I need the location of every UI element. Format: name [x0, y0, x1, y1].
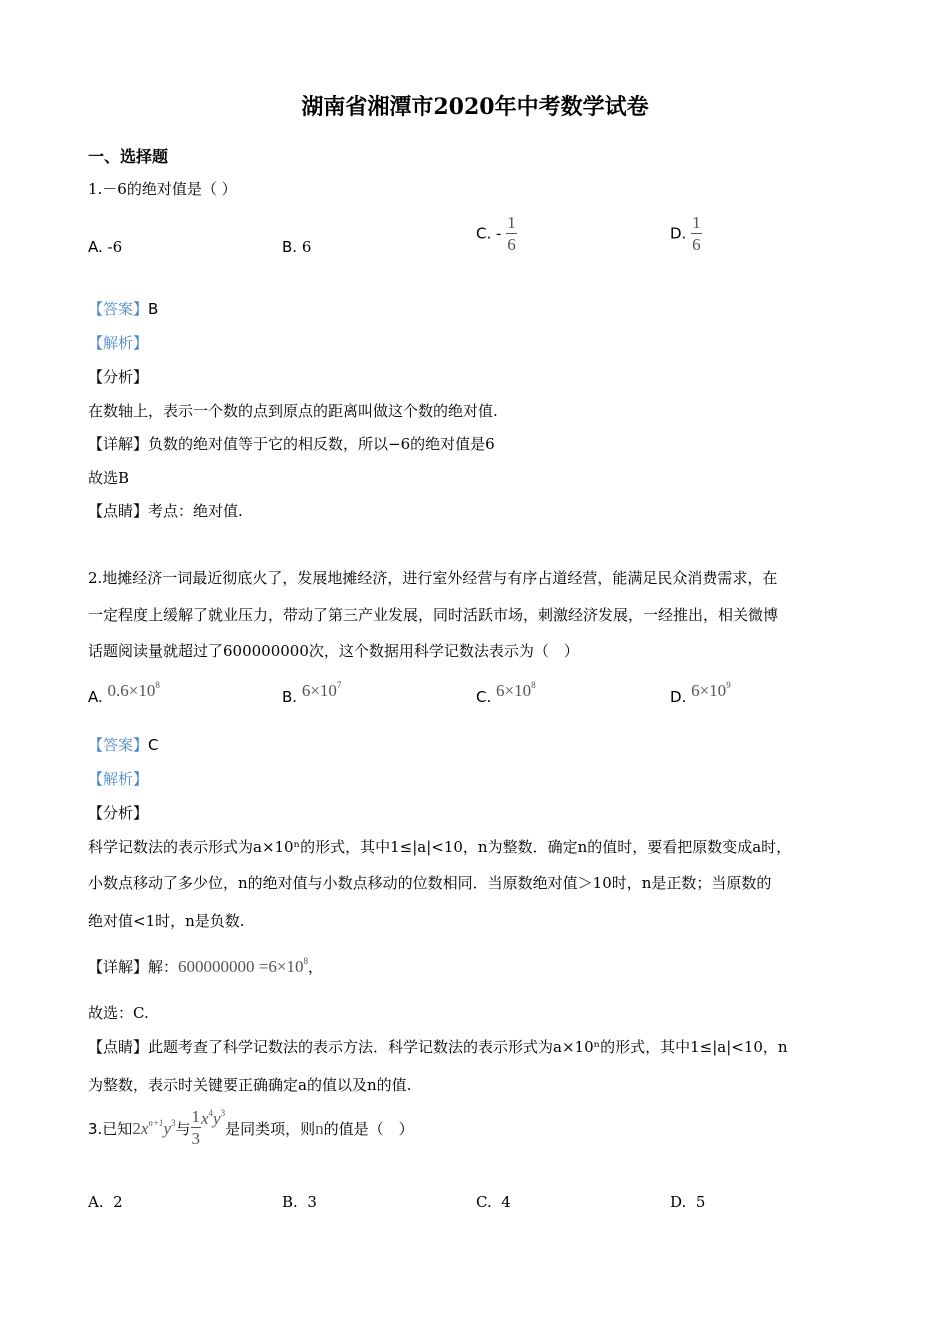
math-exponent: n+1 — [148, 1118, 164, 1128]
fraction-numerator: 1 — [191, 1107, 200, 1126]
fraction-denominator: 6 — [692, 235, 701, 254]
answer-value: C — [148, 736, 159, 754]
dianjing-text: 考点：绝对值. — [148, 502, 243, 520]
math-base: 600000000 =6×10 — [178, 957, 304, 976]
answer-tag: 【答案】 — [88, 300, 149, 318]
q2-xiangjie — [88, 956, 323, 977]
math-exponent: 8 — [303, 956, 308, 966]
math-base: 6×10 — [496, 681, 532, 700]
option-value: 5 — [695, 1193, 706, 1211]
option-math — [302, 681, 342, 700]
q2-option-d — [670, 680, 731, 706]
dianjing-tag: 【点睛】 — [88, 502, 149, 520]
answer-value: B — [148, 300, 159, 318]
q2-fenxi-tag: 【分析】 — [88, 804, 149, 822]
q3-option-b — [282, 1193, 317, 1211]
fraction — [191, 1108, 202, 1147]
q3-term-1 — [132, 1119, 175, 1138]
q3-option-a — [88, 1193, 123, 1211]
q1-option-b — [282, 238, 311, 256]
q2-dianjing-line-1 — [88, 1036, 788, 1057]
q1-dianjing — [88, 500, 243, 521]
fraction-denominator: 6 — [507, 235, 516, 254]
math-variable: x — [140, 1119, 149, 1138]
math-exponent: 7 — [336, 680, 342, 690]
dianjing-tag: 【点睛】 — [88, 1038, 149, 1056]
xiangjie-tag: 【详解】 — [88, 958, 149, 976]
q1-xiangjie — [88, 433, 495, 454]
math-variable: x — [201, 1109, 209, 1128]
math-base: 0.6×10 — [107, 681, 156, 700]
q3-option-d — [670, 1193, 705, 1211]
answer-tag: 【答案】 — [88, 736, 149, 754]
q2-stem-line-1: 2.地摊经济一词最近彻底火了，发展地摊经济，进行室外经营与有序占道经营，能满足民众消费需求，在 — [88, 569, 778, 587]
q2-dianjing-line-2: 为整数，表示时关键要正确确定a的值以及n的值. — [88, 1076, 412, 1094]
q1-option-d — [670, 214, 702, 253]
q3-stem-end: 的值是（ ） — [323, 1120, 414, 1138]
q1-fenxi-text: 在数轴上，表示一个数的点到原点的距离叫做这个数的绝对值. — [88, 402, 498, 420]
math-exponent: 3 — [220, 1108, 226, 1118]
option-letter: A. — [88, 1193, 104, 1211]
q2-fenxi-line-1: 科学记数法的表示形式为a×10ⁿ的形式，其中1≤|a|<10，n为整数．确定n的值时，要看把原数变成a时， — [88, 838, 792, 856]
q1-fenxi-tag: 【分析】 — [88, 368, 149, 386]
q3-option-c — [476, 1193, 511, 1211]
option-letter: B. — [282, 1193, 298, 1211]
q3-stem-post: 是同类项，则 — [225, 1120, 316, 1138]
q3-stem-prefix: 3.已知 — [88, 1120, 133, 1138]
fraction-numerator: 1 — [507, 213, 516, 232]
option-letter: D. — [670, 688, 692, 706]
option-letter: D. — [670, 224, 692, 243]
option-math — [691, 681, 731, 700]
fraction-numerator: 1 — [692, 213, 701, 232]
option-letter: B. — [282, 688, 302, 706]
q2-answer — [88, 734, 159, 755]
xiangjie-text: 负数的绝对值等于它的相反数，所以−6的绝对值是6 — [148, 435, 495, 453]
q2-option-b — [282, 680, 342, 706]
q3-variable-n: n — [315, 1119, 324, 1138]
page-title: 湖南省湘潭市2020年中考数学试卷 — [301, 94, 649, 120]
q2-fenxi-line-2: 小数点移动了多少位，n的绝对值与小数点移动的位数相同．当原数绝对值＞10时，n是正数；当原数的 — [88, 874, 772, 892]
math-exponent: 8 — [155, 680, 160, 690]
xiangjie-math — [178, 957, 308, 976]
q1-jiexi-tag: 【解析】 — [88, 334, 149, 352]
option-letter: C. — [476, 688, 497, 706]
q1-answer — [88, 298, 158, 319]
option-letter: D. — [670, 1193, 687, 1211]
q3-stem — [88, 1108, 414, 1156]
q1-stem: 1.－6的绝对值是（ ） — [88, 180, 237, 198]
q1-option-c — [476, 214, 517, 253]
option-math — [496, 681, 536, 700]
math-exponent: 9 — [726, 680, 731, 690]
section-heading: 一、选择题 — [88, 147, 169, 166]
math-coefficient: 2 — [132, 1119, 141, 1138]
option-letter: B. — [282, 238, 302, 256]
option-value: 3 — [307, 1193, 317, 1211]
option-value: -6 — [107, 238, 123, 256]
q2-option-c — [476, 680, 536, 706]
option-math — [108, 681, 160, 700]
math-exponent: 8 — [531, 680, 536, 690]
fraction — [691, 214, 702, 253]
q2-stem-line-2: 一定程度上缓解了就业压力，带动了第三产业发展，同时活跃市场，刺激经济发展，一经推出，相关微博 — [88, 606, 779, 624]
math-base: 6×10 — [691, 681, 727, 700]
q1-option-a — [88, 238, 122, 256]
xiangjie-suffix: ， — [307, 958, 323, 976]
option-letter: A. — [88, 688, 108, 706]
math-variable: y — [213, 1109, 221, 1128]
option-letter: A. — [88, 238, 108, 256]
xiangjie-tag: 【详解】 — [88, 435, 149, 453]
option-value: 2 — [113, 1193, 123, 1211]
q2-fenxi-line-3: 绝对值<1时，n是负数. — [88, 912, 245, 930]
q1-guxuan: 故选B — [88, 469, 130, 487]
xiangjie-prefix: 解： — [148, 958, 179, 976]
math-exponent: 4 — [208, 1108, 214, 1118]
q3-stem-mid: 与 — [175, 1120, 191, 1138]
option-letter: C. - — [476, 224, 507, 243]
math-exponent: 3 — [170, 1118, 176, 1128]
q3-term-2 — [201, 1109, 225, 1128]
fraction-denominator: 3 — [191, 1129, 200, 1148]
math-variable: y — [163, 1119, 171, 1138]
q2-option-a — [88, 680, 160, 706]
option-letter: C. — [476, 1193, 492, 1211]
q2-stem-line-3: 话题阅读量就超过了600000000次，这个数据用科学记数法表示为（ ） — [88, 642, 579, 660]
q2-jiexi-tag: 【解析】 — [88, 770, 149, 788]
math-base: 6×10 — [301, 681, 337, 700]
option-value: 6 — [301, 238, 312, 256]
q2-guxuan: 故选：C. — [88, 1004, 149, 1022]
option-value: 4 — [501, 1193, 511, 1211]
fraction — [506, 214, 517, 253]
dianjing-text: 此题考查了科学记数法的表示方法．科学记数法的表示形式为a×10ⁿ的形式，其中1≤|a|<10，n — [148, 1038, 788, 1056]
